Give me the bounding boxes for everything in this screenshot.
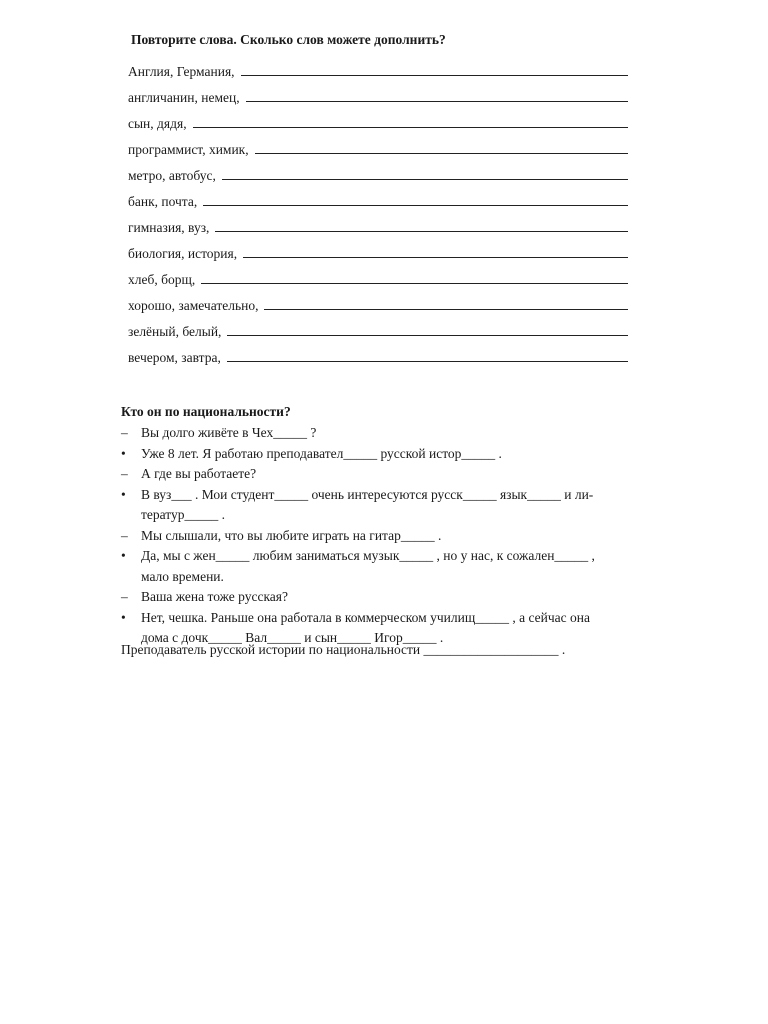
bullet-marker-icon: • <box>121 548 126 563</box>
word-pair-label: англичанин, немец, <box>128 90 240 105</box>
dialog-text-line: дома с дочк_____ Вал_____ и сын_____ Игор_____ . <box>141 630 444 645</box>
dialog-text-line: Да, мы с жен_____ любим заниматься музык_____ , но у нас, к сожален_____ , <box>141 548 595 563</box>
word-pair-label: гимназия, вуз, <box>128 220 210 235</box>
word-pair-label: банк, почта, <box>128 194 198 209</box>
word-row <box>128 262 628 288</box>
bullet-marker-icon: • <box>121 486 126 502</box>
dash-marker-icon: – <box>121 466 128 481</box>
dialog-line <box>121 464 641 485</box>
word-row <box>128 54 628 80</box>
answer-blank-line[interactable] <box>246 101 628 102</box>
dialog-text <box>141 444 641 465</box>
word-row <box>128 210 628 236</box>
answer-blank-line[interactable] <box>215 231 628 232</box>
dialog-text-line: мало времени. <box>141 568 224 584</box>
word-pair-label: вечером, завтра, <box>128 350 221 365</box>
dialog-text <box>141 485 641 526</box>
dialog-text-line: тератур_____ . <box>141 507 226 522</box>
dash-marker-icon: – <box>121 527 128 543</box>
word-row <box>128 288 628 314</box>
word-pair-label: Англия, Германия, <box>128 64 235 79</box>
dialog-text <box>141 526 641 547</box>
answer-blank-line[interactable] <box>201 283 628 284</box>
answer-blank-line[interactable] <box>203 205 628 206</box>
word-row <box>128 236 628 262</box>
dialog-text <box>141 587 641 608</box>
dialog-text-line: Нет, чешка. Раньше она работала в коммерческом училищ_____ , а сейчас она <box>141 609 590 625</box>
answer-blank-line[interactable] <box>264 309 628 310</box>
word-pair-label: хлеб, борщ, <box>128 272 196 287</box>
dialog-text <box>141 464 641 485</box>
word-row <box>128 132 628 158</box>
word-pair-label: метро, автобус, <box>128 168 216 183</box>
answer-blank-line[interactable] <box>243 257 628 258</box>
dialog-line <box>121 423 641 444</box>
dialog-text-line: В вуз___ . Мои студент_____ очень интересуются русск_____ язык_____ и ли- <box>141 486 594 502</box>
dialog-line <box>121 526 641 547</box>
word-pair-label: хорошо, замечательно, <box>128 298 259 313</box>
answer-blank-line[interactable] <box>241 75 628 76</box>
word-row <box>128 184 628 210</box>
dialog-text-line: Уже 8 лет. Я работаю преподавател_____ русской истор_____ . <box>141 445 502 461</box>
word-pair-label: программист, химик, <box>128 142 249 157</box>
word-pair-label: сын, дядя, <box>128 116 187 131</box>
dialog-line <box>121 444 641 465</box>
word-row <box>128 106 628 132</box>
answer-blank-line[interactable] <box>255 153 628 154</box>
dialog-line <box>121 546 641 587</box>
dialog-text-line: Вы долго живёте в Чех_____ ? <box>141 425 317 440</box>
dash-marker-icon: – <box>121 425 128 440</box>
answer-blank-line[interactable] <box>222 179 628 180</box>
word-row <box>128 158 628 184</box>
word-completion-list <box>128 54 628 366</box>
dialog-line <box>121 485 641 526</box>
dialog-text-line: Мы слышали, что вы любите играть на гитар_____ . <box>141 527 442 543</box>
answer-blank-line[interactable] <box>227 361 628 362</box>
section1-title: Повторите слова. Сколько слов можете дополнить? <box>131 32 446 47</box>
dialog-text <box>141 546 641 587</box>
dialog-text-line: А где вы работаете? <box>141 466 257 481</box>
dialog-text-line: Ваша жена тоже русская? <box>141 589 288 604</box>
answer-blank-line[interactable] <box>227 335 628 336</box>
word-pair-label: зелёный, белый, <box>128 324 222 339</box>
word-row <box>128 314 628 340</box>
word-pair-label: биология, история, <box>128 246 238 261</box>
word-row <box>128 80 628 106</box>
bullet-marker-icon: • <box>121 445 126 461</box>
word-row <box>128 340 628 366</box>
section2-title: Кто он по национальности? <box>121 404 291 419</box>
nationality-answer-line: Преподаватель русской истории по национальности ____________________ . <box>121 642 566 657</box>
dialog-line <box>121 587 641 608</box>
bullet-marker-icon: • <box>121 609 126 625</box>
dialog-text <box>141 423 641 444</box>
answer-blank-line[interactable] <box>193 127 628 128</box>
dash-marker-icon: – <box>121 589 128 604</box>
dialog-list <box>121 423 641 649</box>
